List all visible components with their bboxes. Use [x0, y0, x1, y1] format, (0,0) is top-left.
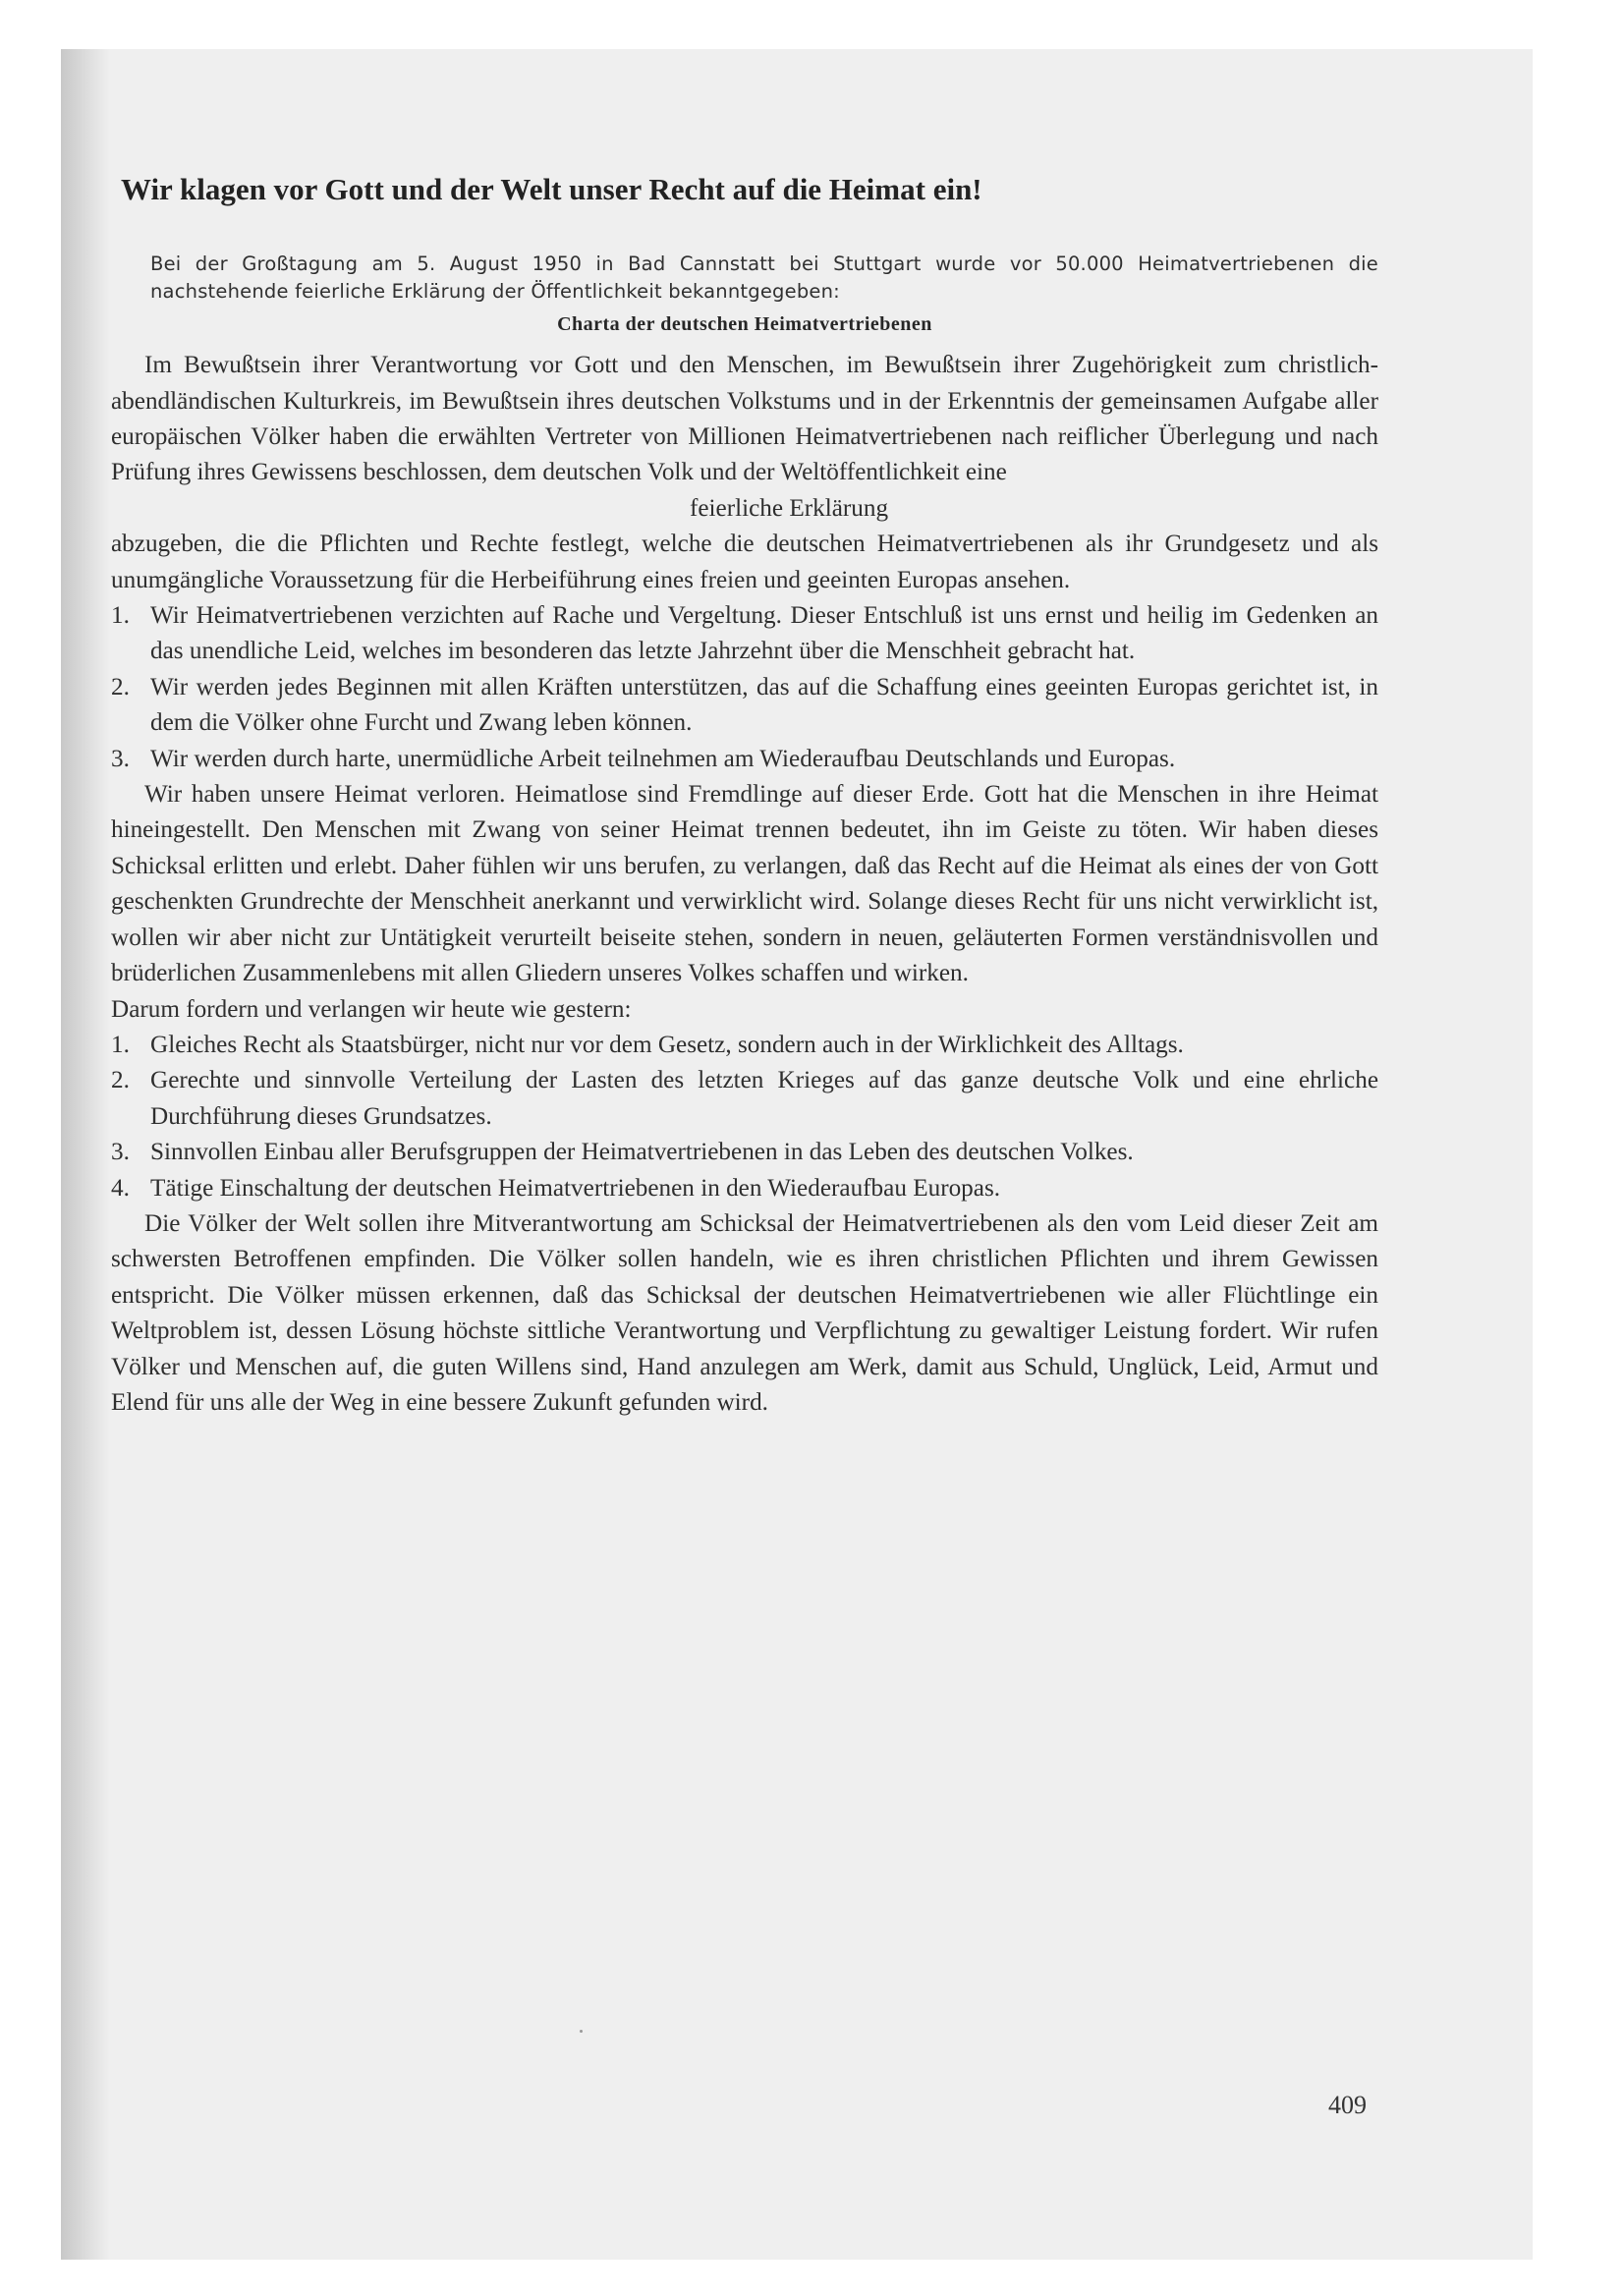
declaration-line: feierliche Erklärung: [689, 494, 889, 522]
duties-list: [111, 598, 1378, 777]
list-item: [111, 670, 1378, 742]
list-item: [111, 598, 1378, 670]
list-item-number: 3.: [111, 745, 130, 772]
closing-paragraph: Die Völker der Welt sollen ihre Mitverantwortung am Schicksal der Heimatvertriebenen als den vom Leid dieser Zeit am schwersten Betroffenen empfinden. Die Völker sollen handeln, wie es ihren christlichen Pflichten und ihrem Gewissen entspricht. Die Völker müssen erkennen, daß das Schicksal der deutschen Heimatvertriebenen wie aller Flüchtlinge ein Weltproblem ist, dessen Lösung höchste sittliche Verantwortung und Verpflichtung zu gewaltiger Leistung fordert. Wir rufen Völker und Menschen auf, die guten Willens sind, Hand anzulegen am Werk, damit aus Schuld, Unglück, Leid, Armut und Elend für uns alle der Weg in eine bessere Zukunft gefunden wird.: [111, 1209, 1378, 1416]
list-item-text: Wir werden jedes Beginnen mit allen Kräften unterstützen, das auf die Schaffung eines geeinten Europas gerichtet ist, in dem die Völker ohne Furcht und Zwang leben können.: [150, 673, 1378, 737]
list-item: [111, 1063, 1378, 1135]
list-item-text: Sinnvollen Einbau aller Berufsgruppen der Heimatvertriebenen in das Leben des deutschen Volkes.: [150, 1139, 1134, 1166]
homeland-paragraph: Wir haben unsere Heimat verloren. Heimatlose sind Fremdlinge auf dieser Erde. Gott hat die Menschen in ihre Heimat hineingestellt. Den Menschen mit Zwang von seiner Heimat trennen bedeutet, ihn im Geiste zu töten. Wir haben dieses Schicksal erlitten und erlebt. Daher fühlen wir uns berufen, zu verlangen, daß das Recht auf die Heimat als eines der von Gott geschenkten Grundrechte der Menschheit anerkannt und verwirklicht wird. Solange dieses Recht für uns nicht verwirklicht ist, wollen wir aber nicht zur Untätigkeit verurteilt beiseite stehen, sondern in neuen, geläuterten Formen verständnisvollen und brüderlichen Zusammenlebens mit allen Gliedern unseres Volkes schaffen und wirken.: [111, 781, 1378, 987]
scan-speck: [580, 2030, 583, 2033]
preamble-paragraph: Im Bewußtsein ihrer Verantwortung vor Gott und den Menschen, im Bewußtsein ihrer Zugehörigkeit zum christlich-abendländischen Kulturkreis, im Bewußtsein ihres deutschen Volkstums und in der Erkenntnis der gemeinsamen Aufgabe aller europäischen Völker haben die erwählten Vertreter von Millionen Heimatvertriebenen nach reiflicher Überlegung und nach Prüfung ihres Gewissens beschlossen, dem deutschen Volk und der Weltöffentlichkeit eine: [111, 352, 1378, 486]
list-item-text: Gerechte und sinnvolle Verteilung der Lasten des letzten Krieges auf das ganze deutsche Volk und eine ehrliche Durchführung dieses Grundsatzes.: [150, 1067, 1378, 1130]
declaration-continuation: abzugeben, die die Pflichten und Rechte festlegt, welche die deutschen Heimatvertriebenen als ihr Grundgesetz und als unumgängliche Voraussetzung für die Herbeiführung eines freien und geeinten Europas ansehen.: [111, 531, 1378, 593]
list-item: [111, 1028, 1378, 1063]
list-item-text: Wir werden durch harte, unermüdliche Arbeit teilnehmen am Wiederaufbau Deutschlands und Europas.: [150, 745, 1176, 772]
page-number: 409: [1328, 2091, 1367, 2119]
list-item-text: Tätige Einschaltung der deutschen Heimatvertriebenen in den Wiederaufbau Europas.: [150, 1174, 1001, 1202]
charter-body: [111, 348, 1378, 1421]
list-item: [111, 1171, 1378, 1206]
list-item-number: 2.: [111, 673, 130, 700]
list-item: [111, 1135, 1378, 1170]
list-item-number: 1.: [111, 1031, 130, 1058]
list-item-text: Wir Heimatvertriebenen verzichten auf Rache und Vergeltung. Dieser Entschluß ist uns ernst und heilig im Gedenken an das unendliche Leid, welches im besonderen das letzte Jahrzehnt über die Menschheit gebracht hat.: [150, 602, 1378, 665]
list-item-text: Gleiches Recht als Staatsbürger, nicht nur vor dem Gesetz, sondern auch in der Wirklichkeit des Alltags.: [150, 1031, 1184, 1058]
list-item-number: 1.: [111, 602, 130, 630]
demands-list: [111, 1028, 1378, 1206]
list-item: [111, 742, 1378, 777]
document-heading: Wir klagen vor Gott und der Welt unser Recht auf die Heimat ein!: [121, 172, 982, 206]
document-content: [111, 147, 1378, 1421]
list-item-number: 4.: [111, 1174, 130, 1202]
page-edge-shadow: [61, 49, 110, 2260]
charter-title: Charta der deutschen Heimatvertriebenen: [557, 313, 932, 336]
intro-paragraph: Bei der Großtagung am 5. August 1950 in Bad Cannstatt bei Stuttgart wurde vor 50.000 Heimatvertriebenen die nachstehende feierliche Erklärung der Öffentlichkeit bekanntgegeben:: [150, 252, 1378, 304]
list-item-number: 2.: [111, 1067, 130, 1094]
demands-intro: Darum fordern und verlangen wir heute wie gestern:: [111, 995, 632, 1023]
list-item-number: 3.: [111, 1139, 130, 1166]
